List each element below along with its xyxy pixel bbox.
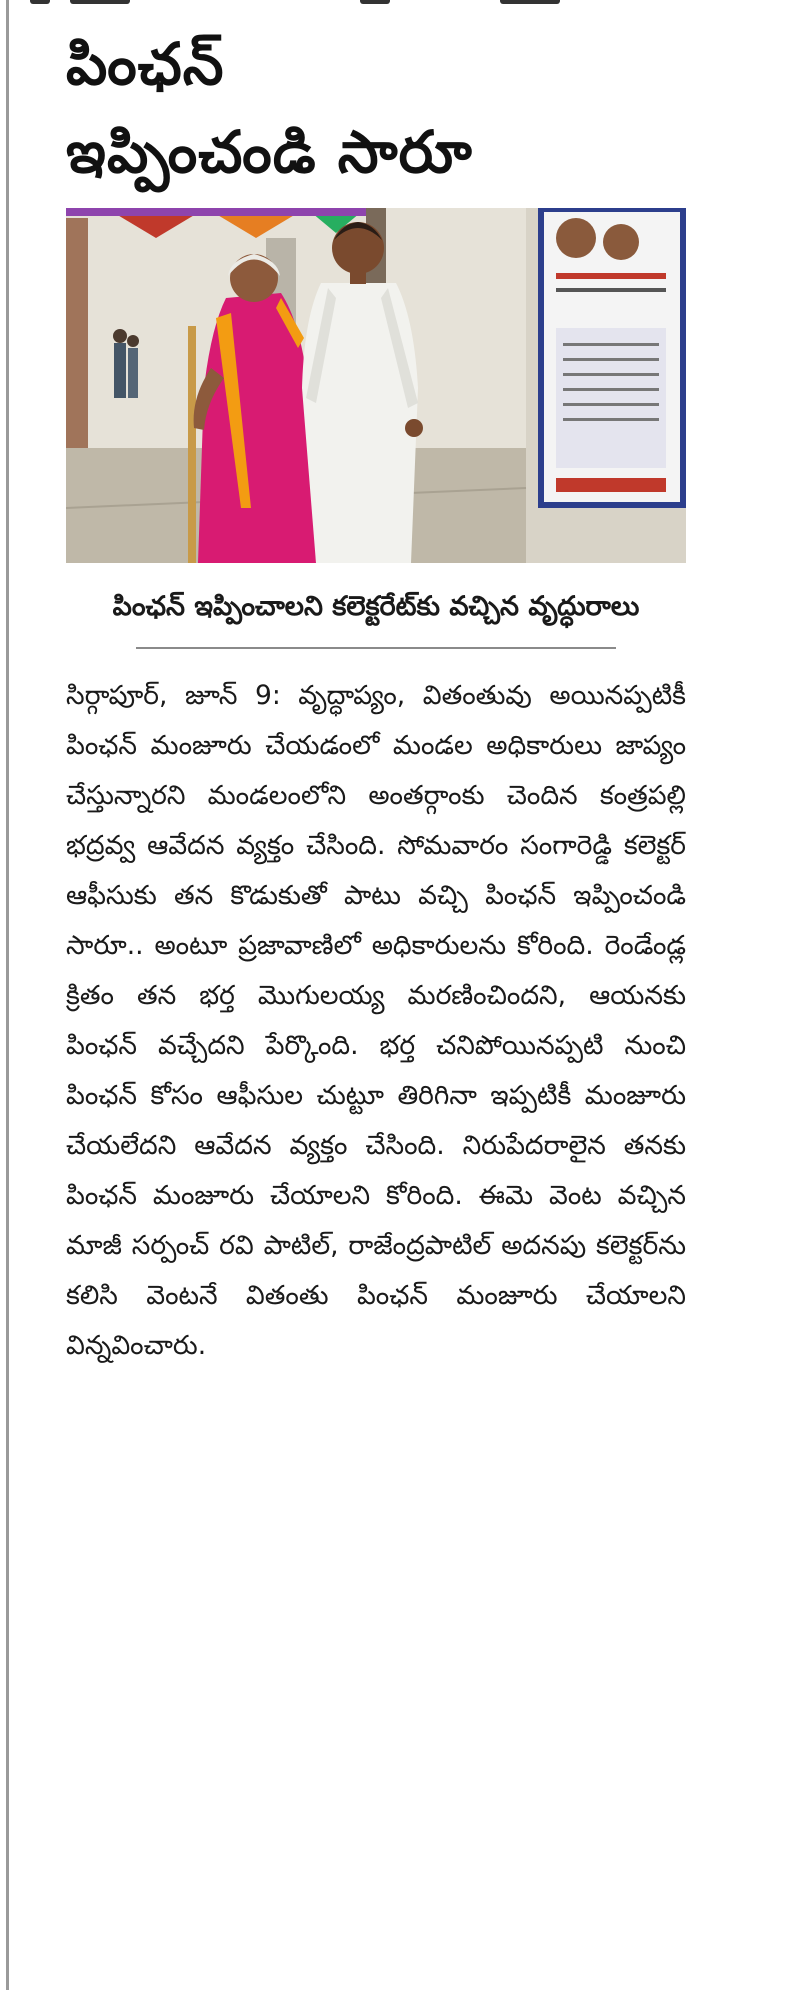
previous-article-edge — [30, 0, 690, 10]
headline-line-2: ఇప్పించండి సారూ — [66, 118, 473, 186]
article-photo — [66, 208, 686, 563]
article-body: సిర్గాపూర్, జూన్ 9: వృద్ధాప్యం, వితంతువు అయినప్పటికీ పింఛన్ మంజూరు చేయడంలో మండల అధికారులు జాప్యం చేస్తున్నారని మండలంలోని అంతర్గాంకు చెందిన కంత్రపల్లి భద్రవ్వ ఆవేదన వ్యక్తం చేసింది. సోమవారం సంగారెడ్డి కలెక్టర్ ఆఫీసుకు తన కొడుకుతో పాటు వచ్చి పింఛన్ ఇప్పించండి సారూ.. అంటూ ప్రజావాణిలో అధికారులను కోరింది. రెండేండ్ల క్రితం తన భర్త మొగులయ్య మరణించిందని, ఆయనకు పింఛన్ వచ్చేదని పేర్కొంది. భర్త చనిపోయినప్పటి నుంచి పింఛన్ కోసం ఆఫీసుల చుట్టూ తిరిగినా ఇప్పటికీ మంజూరు చేయలేదని ఆవేదన వ్యక్తం చేసింది. నిరుపేదరాలైన తనకు పింఛన్ మంజూరు చేయాలని కోరింది. ఈమె వెంట వచ్చిన మాజీ సర్పంచ్ రవి పాటిల్, రాజేంద్రపాటిల్ అదనపు కలెక్టర్‌ను కలిసి వెంటనే వితంతు పింఛన్ మంజూరు చేయాలని విన్నవించారు. — [66, 680, 686, 1361]
headline-line-1: పింఛన్ — [66, 30, 225, 98]
column-divider — [6, 0, 9, 1990]
photo-caption: పింఛన్ ఇప్పించాలని కలెక్టరేట్‌కు వచ్చిన వృద్ధురాలు — [112, 591, 640, 622]
photo-illustration — [66, 208, 686, 563]
caption-divider — [136, 647, 616, 649]
news-article — [66, 20, 686, 1371]
headline — [66, 20, 686, 196]
